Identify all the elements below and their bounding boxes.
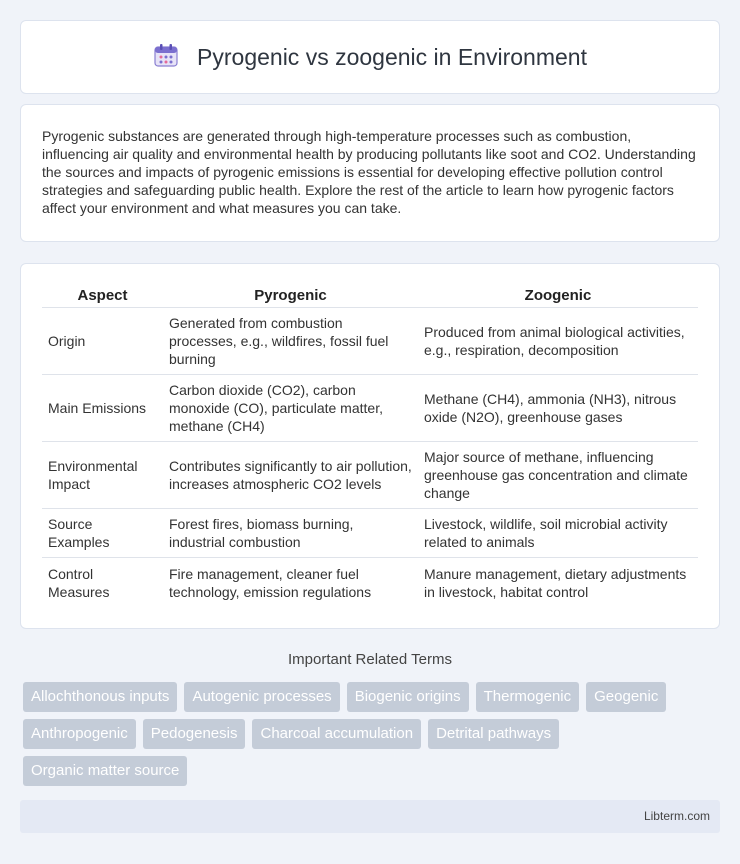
header-card [20,20,720,94]
table-row [42,375,698,442]
table-row [42,558,698,607]
column-header-pyrogenic: Pyrogenic [163,284,418,308]
related-term-tag[interactable]: Anthropogenic [23,719,136,749]
pyrogenic-cell: Contributes significantly to air pollution, increases atmospheric CO2 levels [163,442,418,509]
comparison-table [42,284,698,607]
column-header-zoogenic: Zoogenic [418,284,698,308]
related-term-tag[interactable]: Autogenic processes [184,682,339,712]
related-term-tag[interactable]: Allochthonous inputs [23,682,177,712]
related-term-tag[interactable]: Detrital pathways [428,719,559,749]
aspect-cell: Main Emissions [42,375,163,442]
column-header-aspect: Aspect [42,284,163,308]
aspect-cell: Origin [42,308,163,375]
table-row [42,509,698,558]
calendar-icon [153,42,179,73]
related-term-tag[interactable]: Charcoal accumulation [252,719,421,749]
table-header-row [42,284,698,308]
aspect-cell: Environmental Impact [42,442,163,509]
pyrogenic-cell: Forest fires, biomass burning, industrial combustion [163,509,418,558]
related-terms-title: Important Related Terms [288,651,452,668]
zoogenic-cell: Major source of methane, influencing greenhouse gas concentration and climate change [418,442,698,509]
page-title: Pyrogenic vs zoogenic in Environment [197,43,587,70]
related-term-tag[interactable]: Geogenic [586,682,666,712]
footer [20,800,720,833]
pyrogenic-cell: Carbon dioxide (CO2), carbon monoxide (CO), particulate matter, methane (CH4) [163,375,418,442]
table-row [42,308,698,375]
related-terms-list [23,682,713,786]
zoogenic-cell: Produced from animal biological activities, e.g., respiration, decomposition [418,308,698,375]
intro-paragraph: Pyrogenic substances are generated through high-temperature processes such as combustion, influencing air quality and environmental health by producing pollutants like soot and CO2. Understanding the sources and impacts of pyrogenic emissions is essential for developing effective pollution control strategies and safeguarding public health. Explore the rest of the article to learn how pyrogenic factors affect your environment and what measures you can take. [42,128,696,216]
related-term-tag[interactable]: Pedogenesis [143,719,246,749]
zoogenic-cell: Methane (CH4), ammonia (NH3), nitrous oxide (N2O), greenhouse gases [418,375,698,442]
aspect-cell: Source Examples [42,509,163,558]
comparison-card [20,263,720,629]
intro-card [20,104,720,242]
pyrogenic-cell: Generated from combustion processes, e.g., wildfires, fossil fuel burning [163,308,418,375]
zoogenic-cell: Livestock, wildlife, soil microbial activity related to animals [418,509,698,558]
table-row [42,442,698,509]
header [153,42,587,73]
aspect-cell: Control Measures [48,565,110,600]
footer-site-link[interactable]: Libterm.com [643,809,710,823]
related-term-tag[interactable]: Biogenic origins [347,682,469,712]
related-term-tag[interactable]: Thermogenic [476,682,580,712]
pyrogenic-cell: Fire management, cleaner fuel technology, emission regulations [169,565,372,600]
zoogenic-cell: Manure management, dietary adjustments in livestock, habitat control [424,565,687,600]
related-term-tag[interactable]: Organic matter source [23,756,187,786]
